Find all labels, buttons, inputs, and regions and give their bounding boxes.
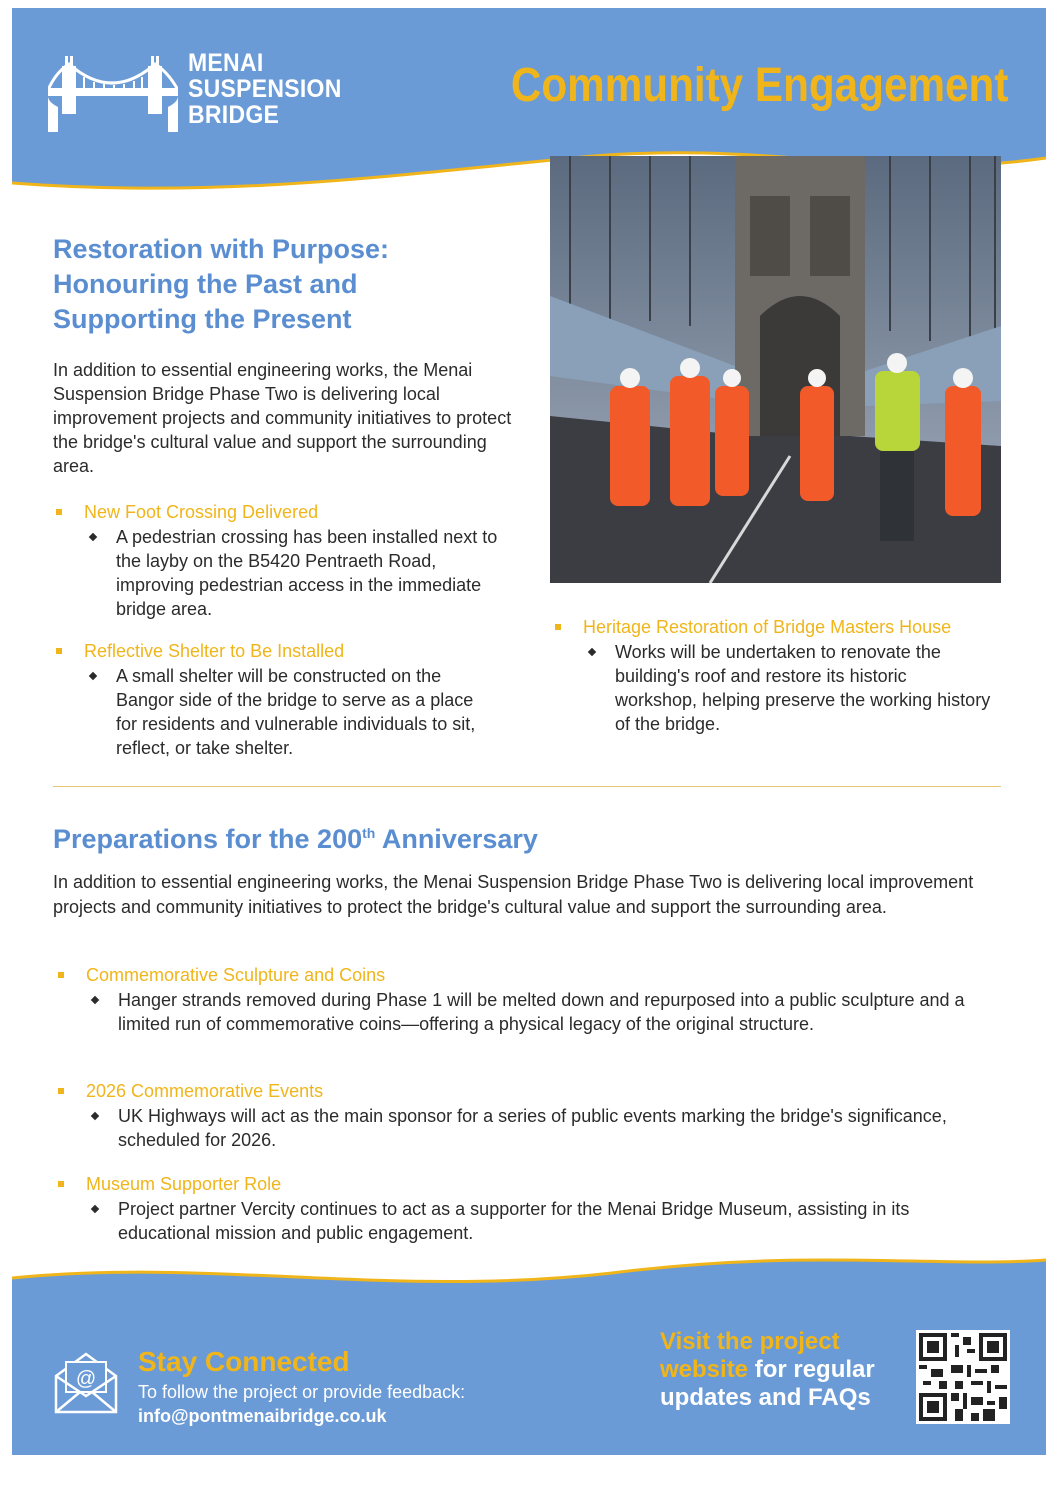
list-item (86, 964, 996, 1036)
logo-line-1: MENAI (188, 49, 264, 77)
logo-line-3: BRIDGE (188, 101, 280, 129)
item-title: New Foot Crossing Delivered (84, 501, 514, 523)
item-title: Museum Supporter Role (86, 1173, 996, 1195)
item-title: Commemorative Sculpture and Coins (86, 964, 996, 986)
diamond-bullet-icon (588, 648, 596, 656)
feedback-text: To follow the project or provide feedback: (138, 1382, 466, 1402)
list-item (84, 640, 494, 760)
restoration-heading-line-1: Restoration with Purpose: (53, 234, 390, 264)
item-text: Works will be undertaken to renovate the building's roof and restore its historic workshop, helping preserve the working history of the bridge. (615, 640, 993, 736)
contact-email-link[interactable]: info@pontmenaibridge.co.uk (138, 1406, 387, 1426)
restoration-heading-line-3: Supporting the Present (53, 304, 352, 334)
page-title: Community Engagement (510, 59, 1008, 112)
item-text: Project partner Vercity continues to act as a supporter for the Menai Bridge Museum, assisting in its educational mission and public engagement. (118, 1197, 996, 1245)
qr-code-icon[interactable] (916, 1330, 1010, 1424)
diamond-bullet-icon (91, 996, 99, 1004)
item-text: Hanger strands removed during Phase 1 will be melted down and repurposed into a public sculpture and a limited run of commemorative coins—offering a physical legacy of the original structure. (118, 988, 996, 1036)
visit-website-highlight[interactable]: Visit the project website (660, 1328, 840, 1383)
square-bullet-icon (58, 1088, 64, 1094)
list-item (583, 616, 993, 736)
list-item (84, 501, 514, 621)
anniversary-intro: In addition to essential engineering works, the Menai Suspension Bridge Phase Two is delivering local improvement projects and community initiatives to protect the bridge's cultural value and support the surrounding area. (53, 872, 974, 917)
email-envelope-icon (52, 1348, 120, 1421)
item-title: Reflective Shelter to Be Installed (84, 640, 494, 662)
item-title: 2026 Commemorative Events (86, 1080, 996, 1102)
item-title: Heritage Restoration of Bridge Masters House (583, 616, 993, 638)
workers-on-bridge-photo (550, 156, 1001, 583)
square-bullet-icon (555, 624, 561, 630)
diamond-bullet-icon (89, 533, 97, 541)
restoration-intro: In addition to essential engineering works, the Menai Suspension Bridge Phase Two is delivering local improvement projects and community initiatives to protect the bridge's cultural value and support the surrounding area. (53, 360, 512, 476)
stay-connected-title: Stay Connected (138, 1346, 350, 1377)
diamond-bullet-icon (89, 672, 97, 680)
list-item (86, 1173, 996, 1245)
logo-line-2: SUSPENSION (188, 75, 342, 103)
item-text: A pedestrian crossing has been installed next to the layby on the B5420 Pentraeth Road, improving pedestrian access in the immediate bridge area. (116, 525, 514, 621)
svg-text:@: @ (75, 1368, 97, 1390)
square-bullet-icon (58, 972, 64, 978)
anniversary-heading: Preparations for the 200th Anniversary (53, 824, 538, 854)
square-bullet-icon (56, 509, 62, 515)
item-text: A small shelter will be constructed on the Bangor side of the bridge to serve as a place for residents and vulnerable individuals to sit, reflect, or take shelter. (116, 664, 494, 760)
diamond-bullet-icon (91, 1205, 99, 1213)
divider (53, 786, 1001, 787)
visit-website-text[interactable] (660, 1328, 910, 1412)
restoration-heading (53, 232, 473, 337)
visit-website-rest: for regular updates and FAQs (660, 1356, 875, 1411)
item-text: UK Highways will act as the main sponsor for a series of public events marking the bridge's significance, scheduled for 2026. (118, 1104, 996, 1152)
square-bullet-icon (56, 648, 62, 654)
list-item (86, 1080, 996, 1152)
diamond-bullet-icon (91, 1112, 99, 1120)
restoration-heading-line-2: Honouring the Past and (53, 269, 358, 299)
logo-text (188, 50, 342, 128)
square-bullet-icon (58, 1181, 64, 1187)
